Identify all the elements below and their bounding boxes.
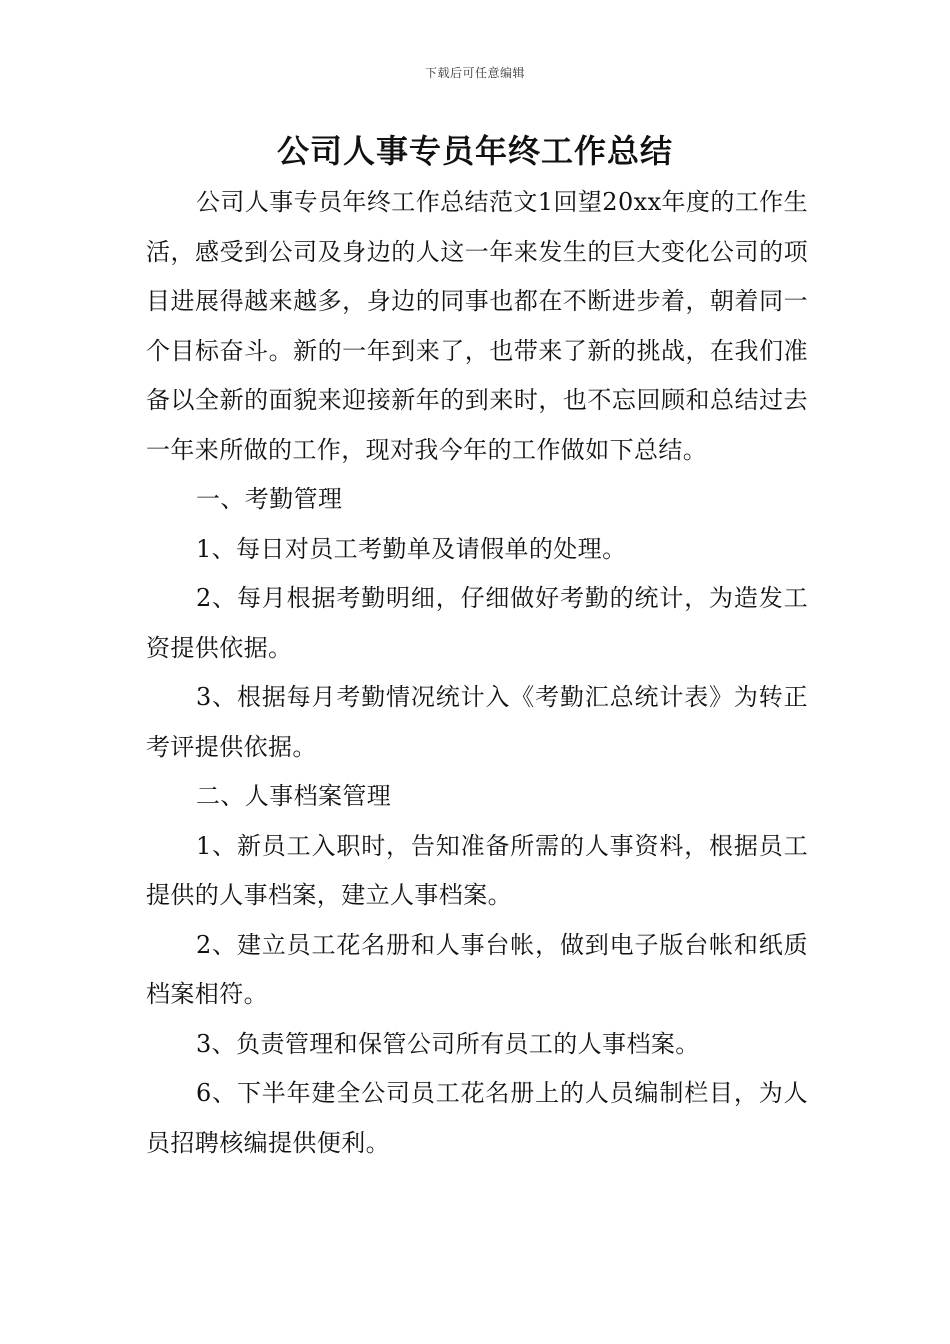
list-item: 2、建立员工花名册和人事台帐，做到电子版台帐和纸质档案相符。 bbox=[146, 930, 808, 1008]
list-item: 6、下半年建全公司员工花名册上的人员编制栏目，为人员招聘核编提供便利。 bbox=[146, 1079, 808, 1157]
list-item: 1、新员工入职时，告知准备所需的人事资料，根据员工提供的人事档案，建立人事档案。 bbox=[146, 831, 808, 909]
intro-paragraph: 公司人事专员年终工作总结范文1回望20xx年度的工作生活，感受到公司及身边的人这一年来发生的巨大变化公司的项目进展得越来越多，身边的同事也都在不断进步着，朝着同一个目标奋斗。新的一年到来了，也带来了新的挑战，在我们准备以全新的面貌来迎接新年的到来时，也不忘回顾和总结过去一年来所做的工作，现对我今年的工作做如下总结。 bbox=[146, 188, 808, 464]
document-body bbox=[146, 178, 808, 1168]
list-item: 1、每日对员工考勤单及请假单的处理。 bbox=[196, 534, 627, 563]
section-heading-attendance: 一、考勤管理 bbox=[196, 485, 343, 513]
header-note: 下载后可任意编辑 bbox=[424, 66, 525, 80]
list-item: 2、每月根据考勤明细，仔细做好考勤的统计，为造发工资提供依据。 bbox=[146, 584, 808, 662]
document-title: 公司人事专员年终工作总结 bbox=[276, 132, 673, 170]
list-item: 3、负责管理和保管公司所有员工的人事档案。 bbox=[196, 1029, 700, 1058]
section-heading-records: 二、人事档案管理 bbox=[196, 782, 392, 810]
list-item: 3、根据每月考勤情况统计入《考勤汇总统计表》为转正考评提供依据。 bbox=[146, 683, 808, 761]
